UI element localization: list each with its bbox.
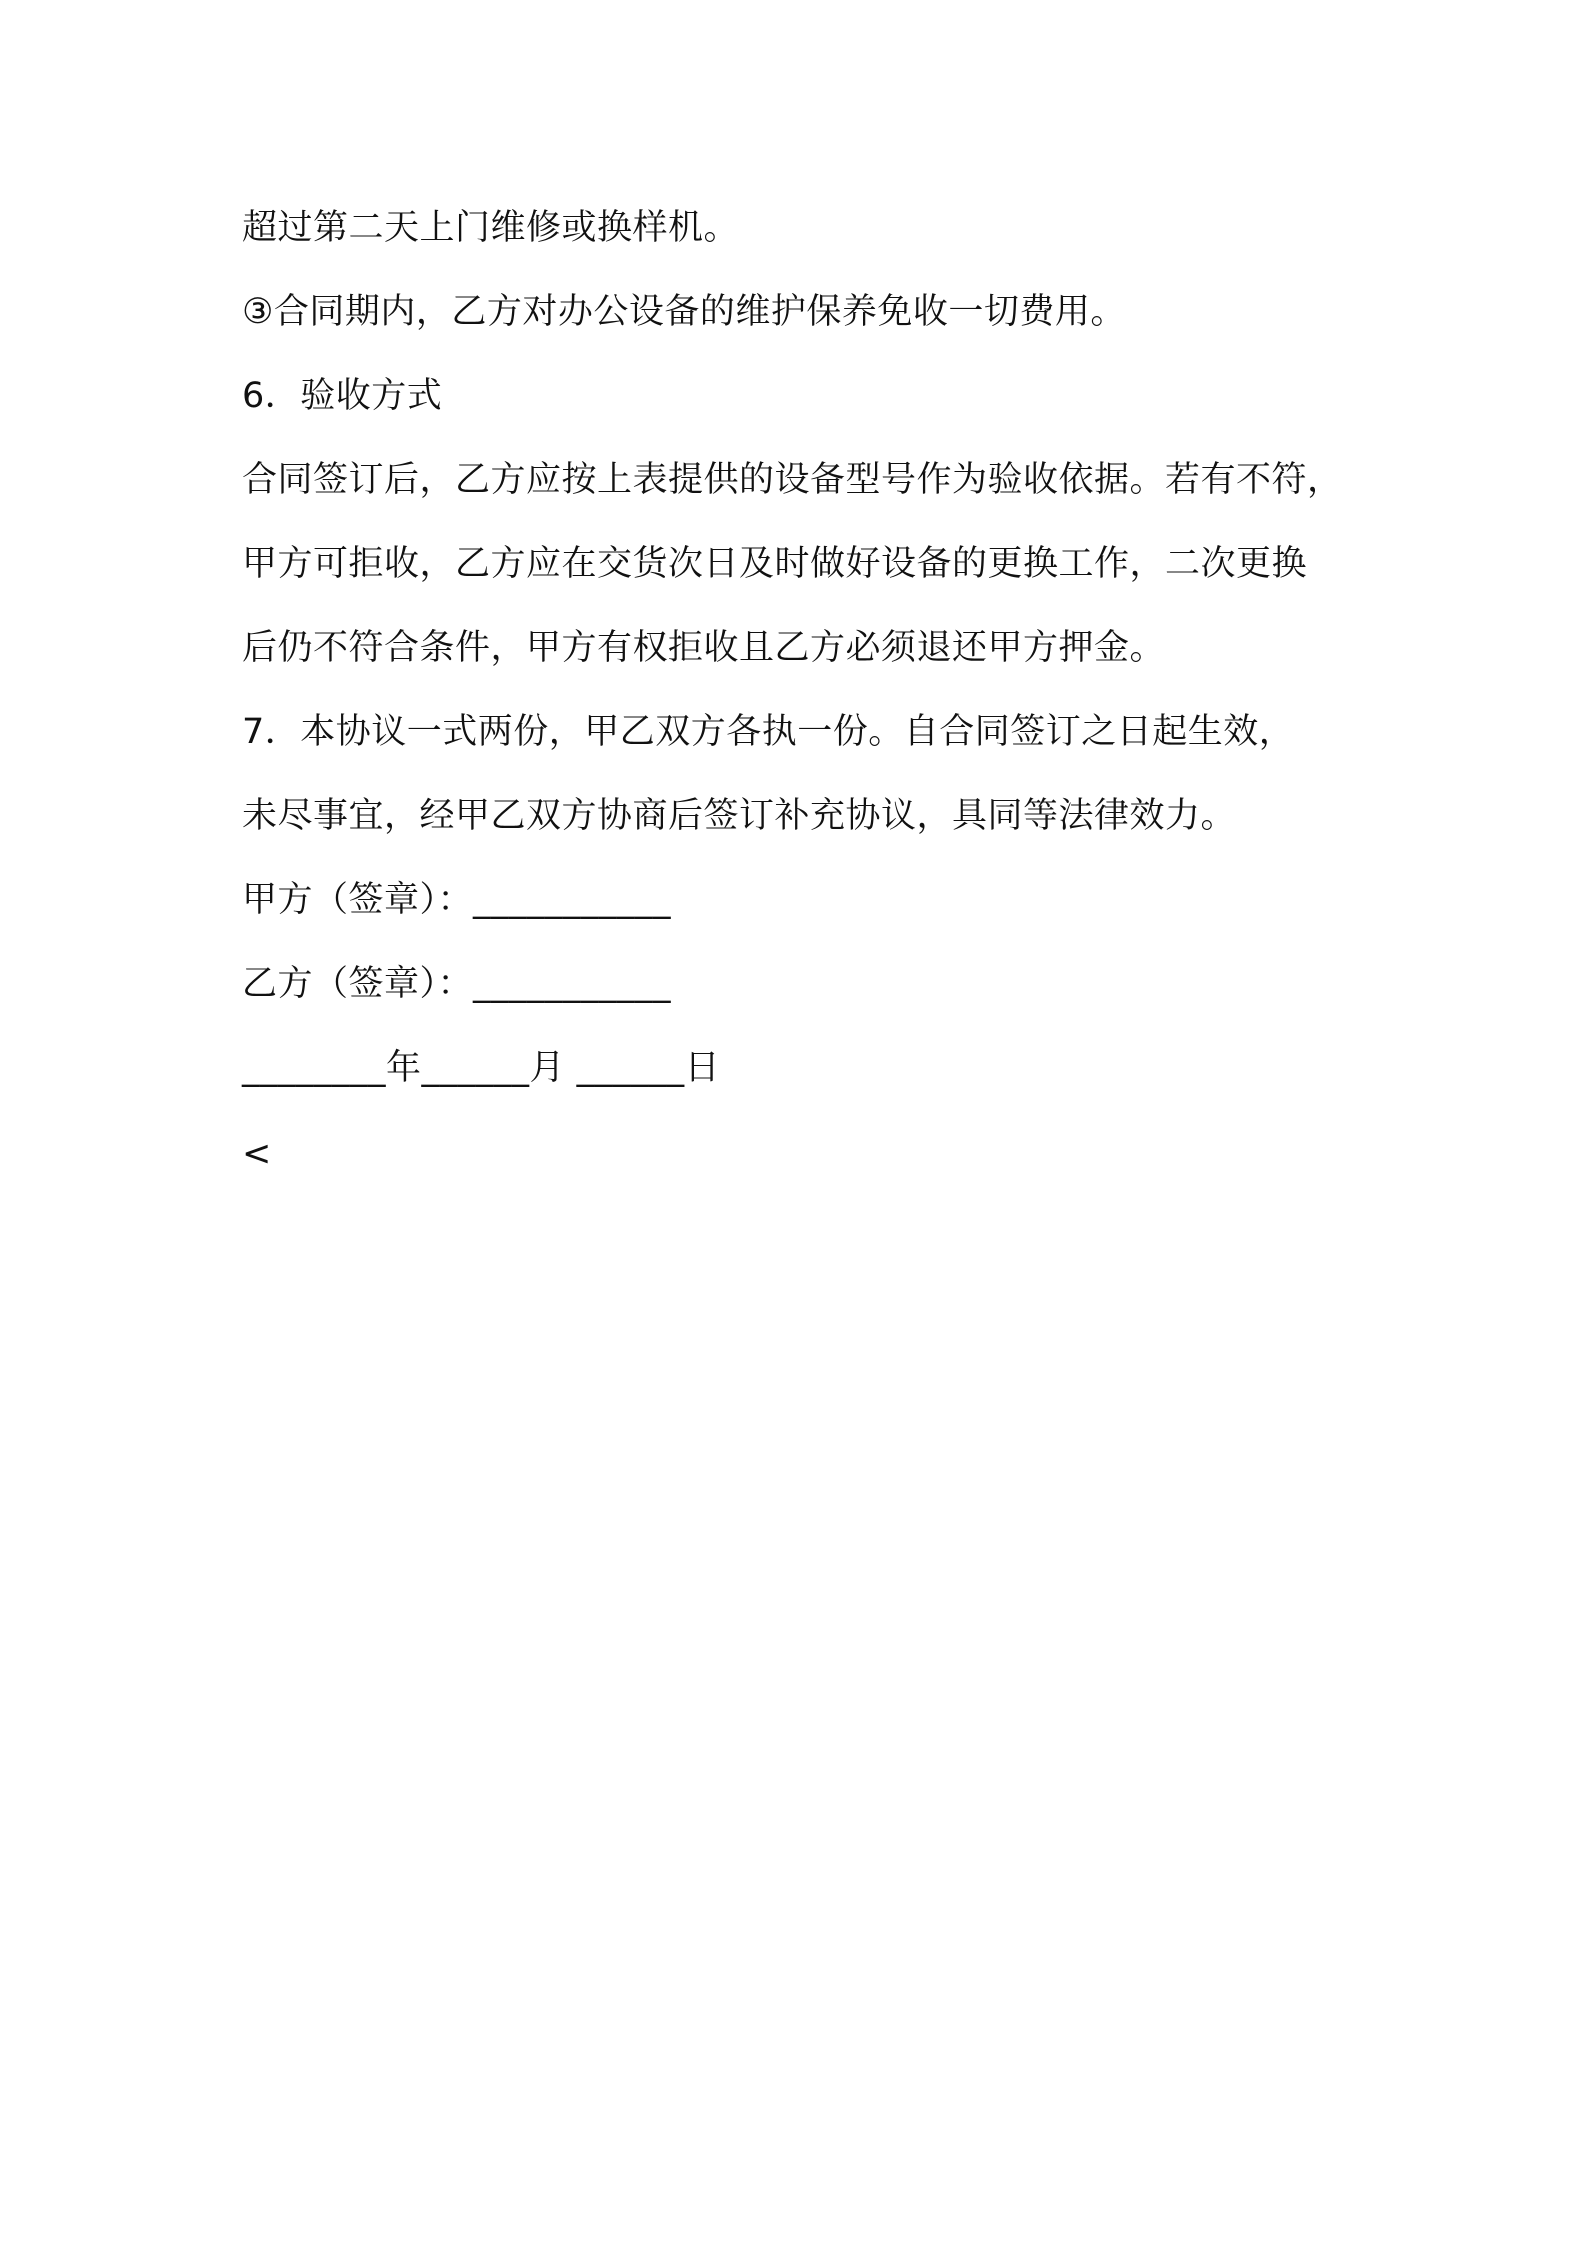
signature-party-b: 乙方（签章）：___________: [242, 964, 672, 1004]
text-line-acceptance-1: 合同签订后，乙方应按上表提供的设备型号作为验收依据。若有不符，: [242, 460, 1343, 500]
text-line-maintenance-clause: ③合同期内，乙方对办公设备的维护保养免收一切费用。: [242, 292, 1126, 332]
text-line-repair-clause: 超过第二天上门维修或换样机。: [242, 208, 740, 248]
text-line-acceptance-2: 甲方可拒收，乙方应在交货次日及时做好设备的更换工作，二次更换: [242, 544, 1308, 584]
signature-party-a: 甲方（签章）：___________: [242, 880, 672, 920]
section-heading-acceptance: 6．验收方式: [242, 376, 443, 416]
text-line-agreement-copies: 7．本协议一式两份，甲乙双方各执一份。自合同签订之日起生效，: [242, 712, 1295, 752]
text-line-supplementary: 未尽事宜，经甲乙双方协商后签订补充协议，具同等法律效力。: [242, 796, 1237, 836]
text-line-acceptance-3: 后仍不符合条件，甲方有权拒收且乙方必须退还甲方押金。: [242, 628, 1166, 668]
trailing-symbol: <: [242, 1134, 272, 1174]
signature-date: ________年______月 ______日: [242, 1048, 721, 1088]
